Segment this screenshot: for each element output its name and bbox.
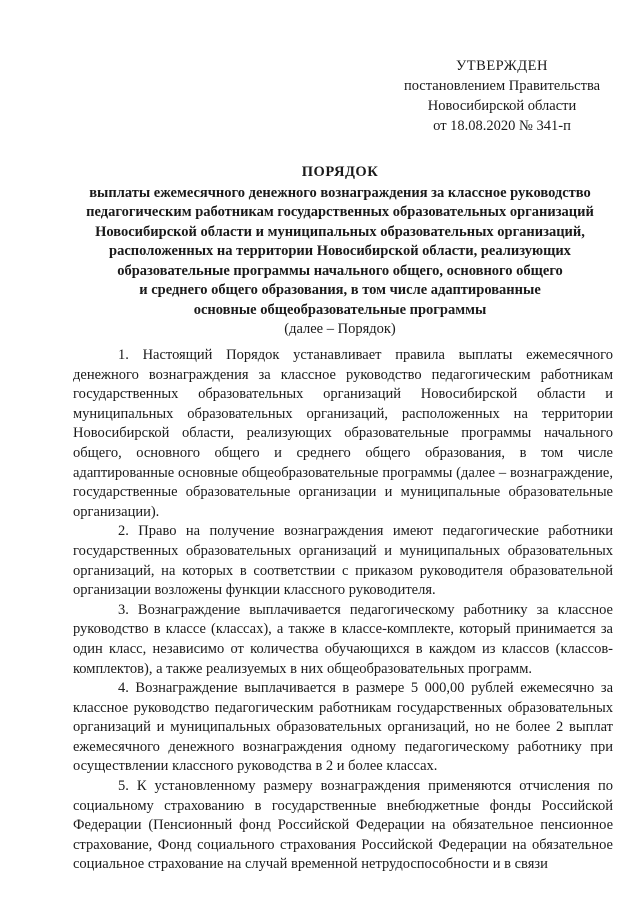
title-line: расположенных на территории Новосибирской области, реализующих [109,243,571,259]
paragraph-2: 2. Право на получение вознаграждения имеют педагогические работники государственных образовательных организаций и муниципальных образовательных организаций, на которых в соответствии с приказом руководителя образовательной организации возложены функции классного руководителя. [73,523,613,599]
title-line: образовательные программы начального общего, основного общего [117,262,563,279]
title-heading: ПОРЯДОК [301,164,379,180]
title-line: выплаты ежемесячного денежного вознаграждения за классное руководство [89,184,591,201]
paragraph-1: 1. Настоящий Порядок устанавливает правила выплаты ежемесячного денежного вознаграждения за классное руководство педагогическим работникам государственных образовательных организаций Новосибирской области и муниципальных образовательных организаций, расположенных на территории Новосибирской области, реализующих образовательные программы начального общего, основного общего и среднего общего образования, в том числе адаптированные основные общеобразовательные программы (далее – вознаграждение, государственные образовательные организации и муниципальные образовательные организации). [73,347,613,520]
title-line: Новосибирской области и муниципальных образовательных организаций, [95,223,585,240]
title-line: педагогическим работникам государственных образовательных организаций [86,204,594,220]
title-line: и среднего общего образования, в том числе адаптированные [139,282,541,298]
approval-region: Новосибирской области [427,98,577,114]
approval-stamp [392,56,612,136]
document-body [73,346,613,875]
paragraph-5: 5. К установленному размеру вознаграждения применяются отчисления по социальному страхованию в государственные внебюджетные фонды Российской Федерации (Пенсионный фонд Российской Федерации на обязательное пенсионное страхование, Фонд социального страхования Российской Федерации на обязательное социальное страхование на случай временной нетрудоспособности и в связи [73,778,613,873]
approval-date-number: от 18.08.2020 № 341-п [433,118,571,134]
approval-heading: УТВЕРЖДЕН [456,58,548,74]
approval-authority: постановлением Правительства [403,78,601,94]
title-note: (далее – Порядок) [284,321,396,337]
title-line: основные общеобразовательные программы [193,301,487,318]
paragraph-4: 4. Вознаграждение выплачивается в размере 5 000,00 рублей ежемесячно за классное руководство педагогическим работникам государственных образовательных организаций и муниципальных образовательных организаций, но не более 2 выплат ежемесячного денежного вознаграждения одному педагогическому работнику при осуществлении классного руководства в 2 и более классах. [73,680,613,775]
document-title [60,163,620,340]
paragraph-3: 3. Вознаграждение выплачивается педагогическому работнику за классное руководство в классе (классах), а также в классе-комплекте, который принимается за один класс, независимо от количества обучающихся в каждом из классов (классов-комплектов), а также реализуемых в них общеобразовательных программ. [73,601,613,677]
